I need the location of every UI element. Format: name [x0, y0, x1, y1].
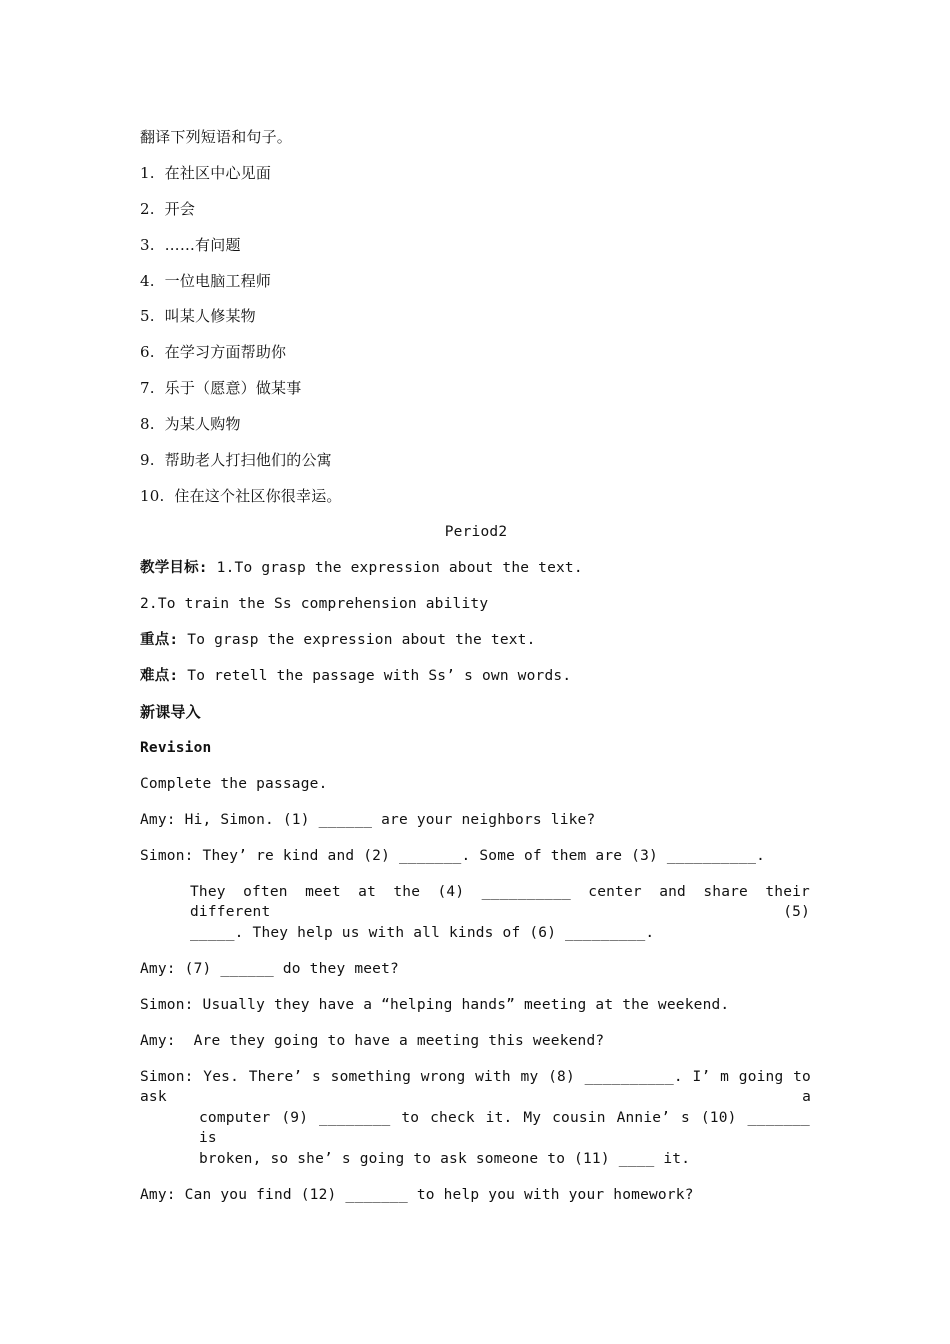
new-lesson-heading: 新课导入 — [140, 703, 201, 721]
dialogue-line: Amy: Hi, Simon. (1) ______ are your neighbors like? — [140, 812, 596, 828]
dialogue-line: Simon: Usually they have a “helping hands” meeting at the weekend. — [140, 997, 730, 1013]
phrase-item: 6. 在学习方面帮助你 — [140, 343, 287, 361]
dialogue-line: broken, so she’ s going to ask someone to (11) ____ it. — [199, 1151, 691, 1167]
phrase-item: 7. 乐于（愿意）做某事 — [140, 379, 302, 397]
dialogue-line: Simon: They’ re kind and (2) _______. Some of them are (3) __________. — [140, 848, 766, 864]
difficulty-label: 难点: — [140, 668, 179, 684]
difficulty-line — [140, 666, 571, 686]
period-title: Period2 — [444, 524, 508, 540]
complete-instruction: Complete the passage. — [140, 776, 328, 792]
key-point-text: To grasp the expression about the text. — [178, 632, 536, 648]
instruction-heading: 翻译下列短语和句子。 — [140, 128, 293, 146]
phrase-item: 3. ……有问题 — [140, 236, 241, 254]
revision-heading: Revision — [140, 740, 212, 756]
document-page — [140, 0, 812, 1344]
phrase-item: 4. 一位电脑工程师 — [140, 272, 272, 290]
phrase-item: 5. 叫某人修某物 — [140, 307, 256, 325]
key-point-label: 重点: — [140, 632, 179, 648]
key-point-line — [140, 630, 536, 650]
phrase-item: 10. 住在这个社区你很幸运。 — [140, 487, 342, 505]
phrase-item: 2. 开会 — [140, 200, 196, 218]
dialogue-line: _____. They help us with all kinds of (6) _________. — [190, 925, 655, 941]
dialogue-line: Simon: Yes. There’ s something wrong with my (8) __________. I’ m going to ask a — [140, 1069, 811, 1105]
objectives-item-2: 2.To train the Ss comprehension ability — [140, 596, 489, 612]
dialogue-line: They often meet at the (4) __________ center and share their different (5) — [190, 884, 810, 920]
difficulty-text: To retell the passage with Ss’ s own words. — [178, 668, 572, 684]
objectives-label: 教学目标: — [140, 560, 208, 576]
phrase-item: 1. 在社区中心见面 — [140, 164, 272, 182]
phrase-item: 9. 帮助老人打扫他们的公寓 — [140, 451, 332, 469]
dialogue-line: Amy: Can you find (12) _______ to help you with your homework? — [140, 1187, 694, 1203]
objectives-item-1: 1.To grasp the expression about the text. — [207, 560, 583, 576]
dialogue-line: Amy: Are they going to have a meeting this weekend? — [140, 1033, 605, 1049]
dialogue-line: computer (9) ________ to check it. My cousin Annie’ s (10) _______ is — [199, 1110, 810, 1146]
objectives-line — [140, 558, 583, 578]
dialogue-line: Amy: (7) ______ do they meet? — [140, 961, 399, 977]
phrase-item: 8. 为某人购物 — [140, 415, 241, 433]
